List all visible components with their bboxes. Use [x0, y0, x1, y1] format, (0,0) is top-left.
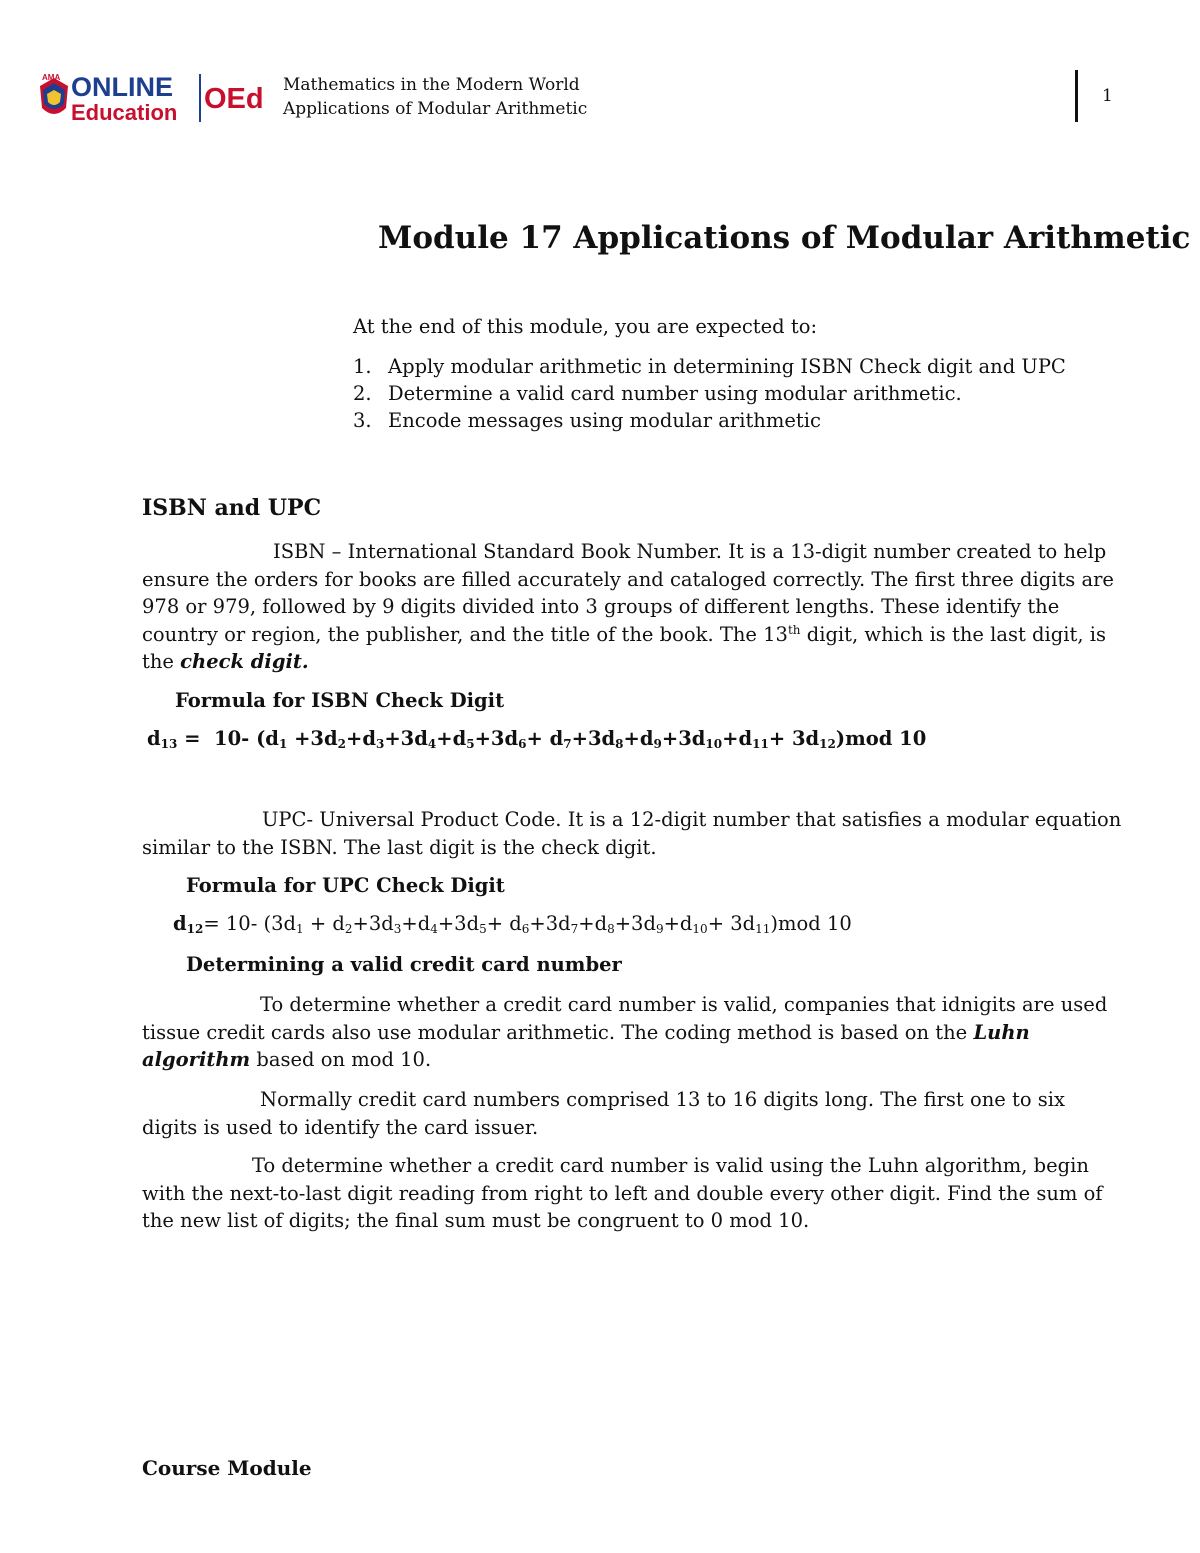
logo-badge: OEd — [204, 83, 264, 115]
page-title: Module 17 Applications of Modular Arithmetic — [378, 220, 1191, 256]
credit-paragraph-1: To determine whether a credit card number is valid, companies that idnigits are used tissue credit cards also use modular arithmetic. The coding method is based on the Luhn algorithm based on mod 10. — [142, 993, 1108, 1071]
section-heading-credit-card: Determining a valid credit card number — [186, 953, 622, 976]
objectives-list — [353, 353, 1066, 434]
isbn-paragraph: ISBN – International Standard Book Number. It is a 13-digit number created to help ensure the orders for books are filled accurately and cataloged correctly. The first three digits are 978 or 979, followed by 9 digits divided into 3 groups of different lengths. These identify the country or region, the publisher, and the title of the book. The 13th digit, which is the last digit, is the check digit. — [142, 540, 1114, 673]
logo-word-education: Education — [71, 100, 178, 125]
footer-label: Course Module — [142, 1456, 312, 1480]
list-item: 2. Determine a valid card number using modular arithmetic. — [353, 382, 962, 405]
oed-logo — [38, 70, 270, 126]
isbn-formula: $d_{13} = 10-$ $(d_1 +3d_2+d_3+3d_4+d_5+3d_6+ d_7+3d_8+d_9+3d_{10}+d_{11}+ 3d_{12})mod$ 10 — [147, 727, 927, 751]
list-item: 1. Apply modular arithmetic in determining ISBN Check digit and UPC — [353, 355, 1066, 378]
header-course: Mathematics in the Modern World — [283, 75, 580, 95]
header-topic: Applications of Modular Arithmetic — [283, 99, 588, 119]
page-number: 1 — [1102, 86, 1113, 106]
isbn-formula-label: Formula for ISBN Check Digit — [175, 689, 505, 712]
logo-word-online: ONLINE — [71, 72, 174, 102]
objectives-intro: At the end of this module, you are expected to: — [353, 315, 818, 338]
section-heading-isbn: ISBN and UPC — [142, 495, 322, 521]
header-divider — [1075, 70, 1078, 122]
credit-paragraph-2: Normally credit card numbers comprised 13 to 16 digits long. The first one to six digits is used to identify the card issuer. — [142, 1088, 1066, 1139]
list-item: 3. Encode messages using modular arithmetic — [353, 409, 821, 432]
upc-formula: $d_{12}= 10-$ $(3d_1 + d_2+3d_3+d_4+3d_5+ d_6+3d_7+d_8+3d_9+d_{10}+ 3d_{11})mod$ 10 — [173, 912, 852, 936]
credit-paragraph-3: To determine whether a credit card number is valid using the Luhn algorithm, begin with the next-to-last digit reading from right to left and double every other digit. Find the sum of the new list of digits; the final sum must be congruent to 0 mod 10. — [142, 1154, 1103, 1232]
upc-formula-label: Formula for UPC Check Digit — [186, 874, 505, 897]
upc-paragraph: UPC- Universal Product Code. It is a 12-digit number that satisfies a modular equation similar to the ISBN. The last digit is the check digit. — [142, 808, 1122, 859]
logo-seal-text: AMA — [42, 73, 61, 82]
